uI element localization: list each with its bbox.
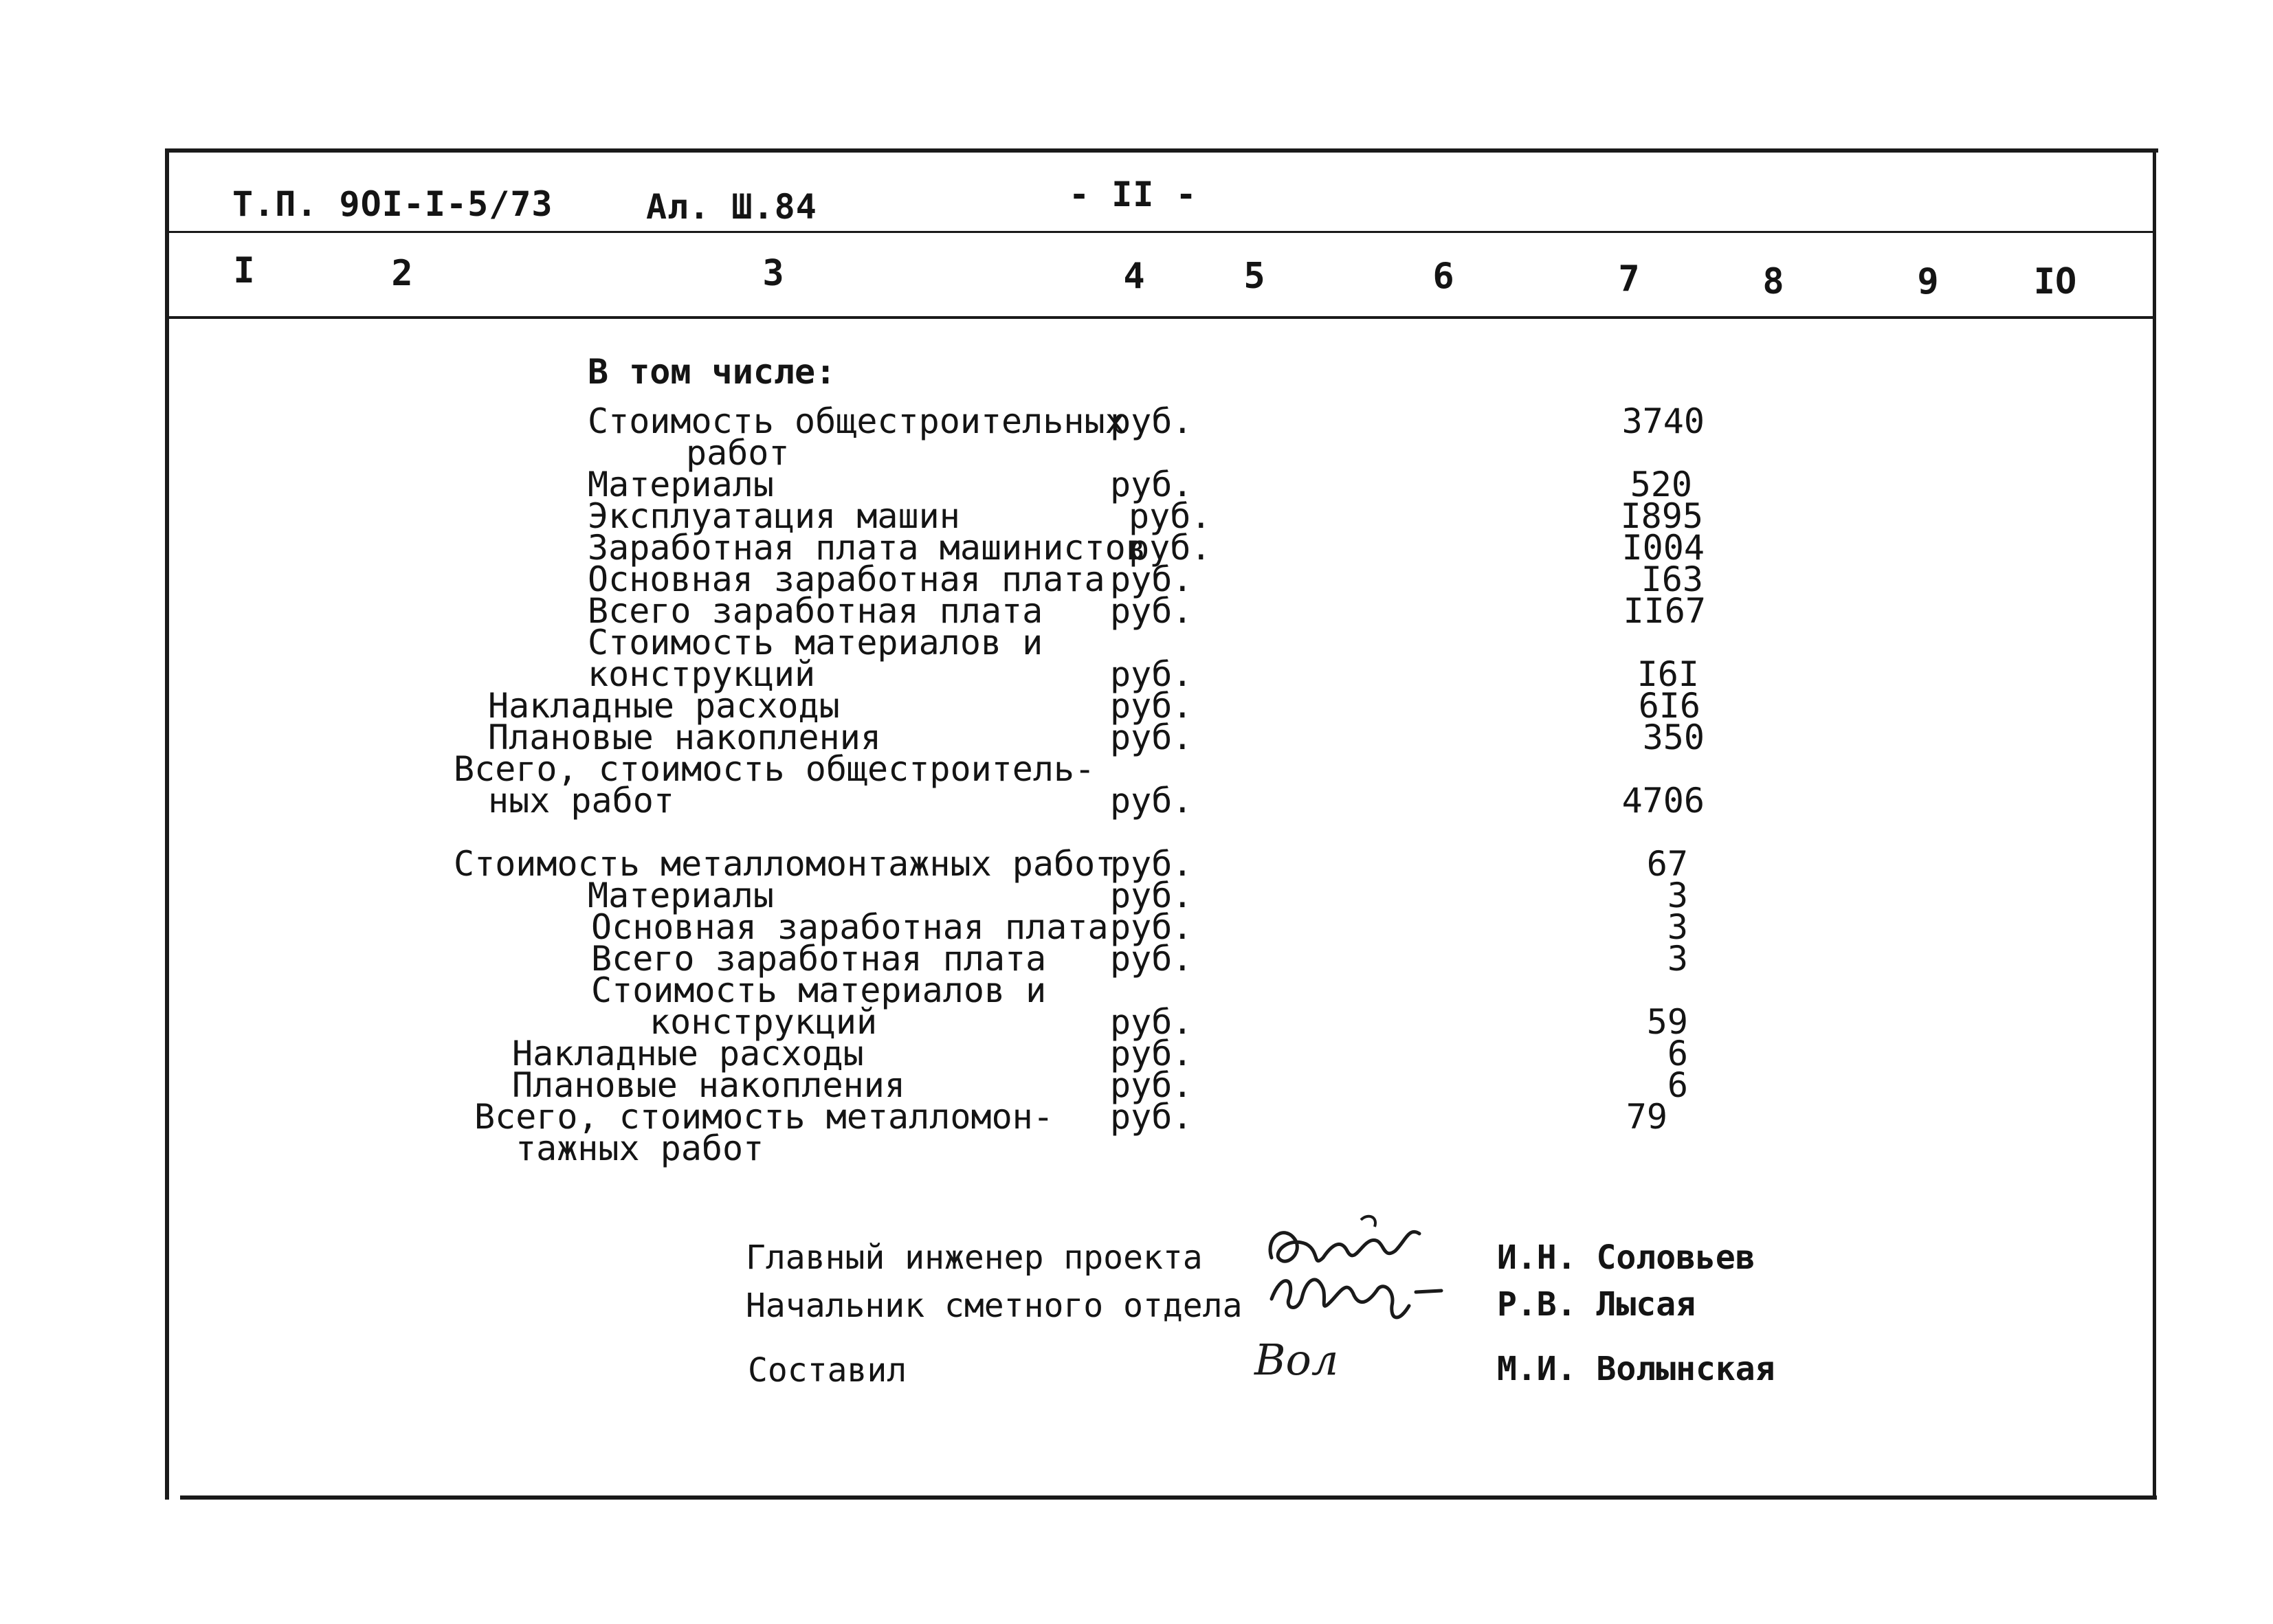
row-unit: руб.	[1110, 686, 1193, 726]
row-unit: руб.	[1110, 1065, 1193, 1105]
column-number: IO	[2033, 261, 2077, 302]
row-value: 6	[1667, 1065, 1688, 1105]
row-label: Всего заработная плата	[588, 591, 1043, 631]
row-label: Накладные расходы	[512, 1034, 864, 1074]
signature-mark: Вол	[1254, 1335, 1339, 1385]
row-value: I63	[1641, 559, 1703, 599]
row-value: 59	[1646, 1002, 1688, 1042]
handwritten-signature-icon	[1251, 1333, 1375, 1398]
row-value: 4706	[1621, 781, 1705, 821]
row-value: II67	[1623, 591, 1706, 631]
signatory-name: М.И. Волынская	[1497, 1350, 1775, 1388]
row-label: Плановые накопления	[488, 718, 881, 757]
row-label: Стоимость материалов и	[591, 970, 1047, 1010]
document-code: Т.П. 9OI-I-5/73	[232, 184, 553, 224]
row-label: Накладные расходы	[488, 686, 840, 726]
row-label: Стоимость общестроительных	[588, 401, 1126, 441]
row-value: I004	[1621, 528, 1705, 568]
row-unit: руб.	[1129, 528, 1212, 568]
row-label: Заработная плата машинистов	[588, 528, 1146, 568]
row-label: Стоимость материалов и	[588, 623, 1043, 663]
row-value: 3	[1667, 876, 1688, 915]
signatory-name: Р.В. Лысая	[1497, 1285, 1696, 1324]
row-label: Всего заработная плата	[591, 939, 1047, 979]
album-number: Ал. Ш.84	[646, 187, 817, 227]
signature-role: Составил	[748, 1351, 907, 1390]
column-number: 6	[1432, 256, 1454, 297]
row-value: 67	[1646, 844, 1688, 884]
row-label: ных работ	[488, 781, 674, 821]
row-label: Плановые накопления	[512, 1065, 905, 1105]
row-unit: руб.	[1110, 591, 1193, 631]
handwritten-signature-icon	[1261, 1258, 1454, 1336]
column-numbers-divider	[169, 316, 2153, 319]
row-value: 79	[1626, 1097, 1667, 1137]
frame-left	[165, 148, 169, 1500]
row-label: Стоимость металломонтажных работ	[454, 844, 1116, 884]
row-unit: руб.	[1110, 907, 1193, 947]
row-label: Основная заработная плата	[588, 559, 1105, 599]
row-value: 3	[1667, 939, 1688, 979]
frame-bottom	[180, 1495, 2157, 1500]
row-value: 6	[1667, 1034, 1688, 1074]
row-label: Материалы	[588, 465, 774, 504]
row-unit: руб.	[1129, 496, 1212, 536]
row-unit: руб.	[1110, 654, 1193, 694]
signatory-name: И.Н. Соловьев	[1497, 1238, 1755, 1277]
column-number: 8	[1762, 261, 1784, 302]
column-number: 5	[1243, 256, 1265, 297]
row-label: Всего, стоимость металломон-	[474, 1097, 1054, 1137]
row-unit: руб.	[1110, 876, 1193, 915]
row-label: Всего, стоимость общестроитель-	[454, 749, 1096, 789]
frame-top	[165, 148, 2158, 153]
row-value: 520	[1630, 465, 1692, 504]
row-unit: руб.	[1110, 1097, 1193, 1137]
row-value: 3740	[1621, 401, 1705, 441]
row-unit: руб.	[1110, 559, 1193, 599]
row-label: конструкций	[650, 1002, 878, 1042]
column-number: 3	[762, 253, 784, 294]
signature-role: Начальник сметного отдела	[746, 1287, 1243, 1325]
column-number: 9	[1917, 261, 1939, 302]
row-unit: руб.	[1110, 465, 1193, 504]
row-label: Эксплуатация машин	[588, 496, 960, 536]
row-unit: руб.	[1110, 718, 1193, 757]
row-unit: руб.	[1110, 939, 1193, 979]
row-label: В том числе:	[588, 352, 836, 392]
column-number: 7	[1618, 258, 1640, 300]
frame-right	[2153, 148, 2156, 1495]
page-number: - II -	[1069, 175, 1197, 214]
row-label: работ	[686, 433, 790, 473]
row-label: тажных работ	[515, 1128, 764, 1168]
row-unit: руб.	[1110, 781, 1193, 821]
row-value: I6I	[1637, 654, 1699, 694]
row-label: Основная заработная плата	[591, 907, 1109, 947]
signature-role: Главный инженер проекта	[746, 1238, 1203, 1277]
row-unit: руб.	[1110, 1002, 1193, 1042]
row-label: Материалы	[588, 876, 774, 915]
row-value: I895	[1620, 496, 1703, 536]
column-number: 2	[391, 253, 413, 294]
row-value: 6I6	[1638, 686, 1700, 726]
row-value: 350	[1642, 718, 1705, 757]
row-unit: руб.	[1110, 844, 1193, 884]
column-number: 4	[1123, 256, 1145, 297]
row-value: 3	[1667, 907, 1688, 947]
row-label: конструкций	[588, 654, 816, 694]
column-number: I	[233, 250, 255, 291]
header-divider	[169, 231, 2153, 233]
row-unit: руб.	[1110, 401, 1193, 441]
row-unit: руб.	[1110, 1034, 1193, 1074]
